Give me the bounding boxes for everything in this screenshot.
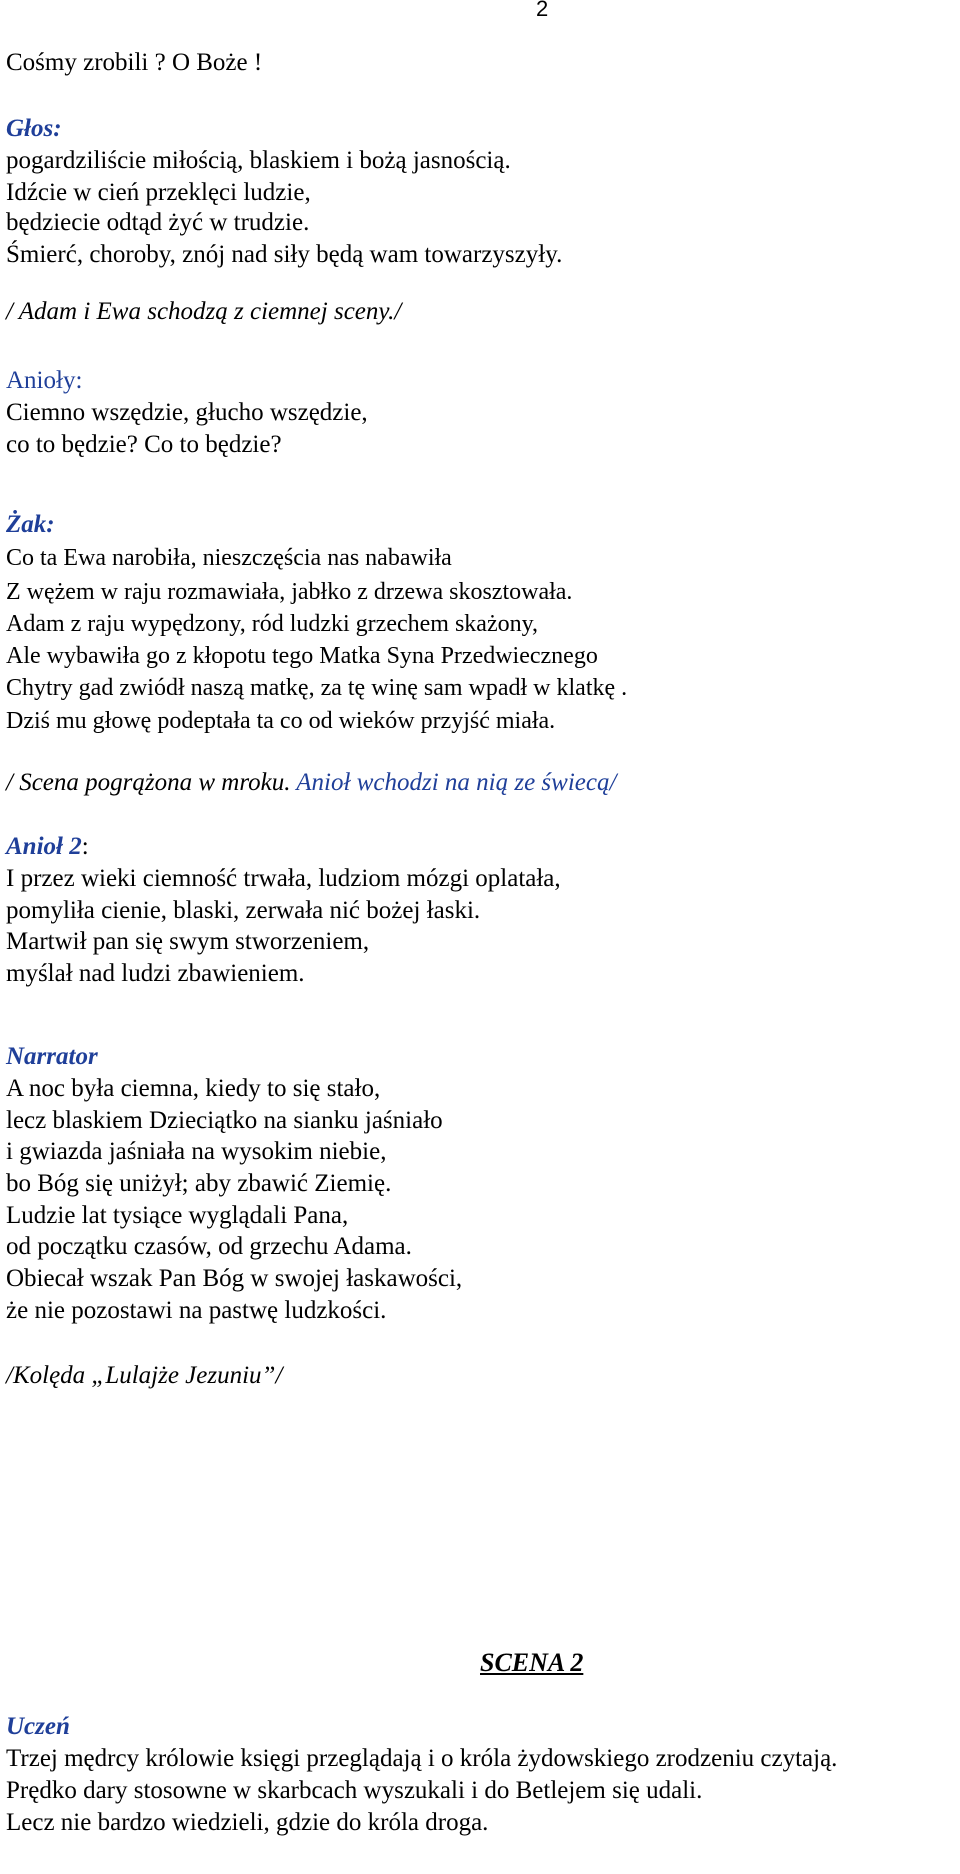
text-line: Chytry gad zwiódł naszą matkę, za tę winę sam wpadł w klatkę . (6, 675, 628, 701)
text-line: i gwiazda jaśniała na wysokim niebie, (6, 1138, 387, 1165)
text-line: pogardziliście miłością, blaskiem i bożą jasnością. (6, 147, 511, 174)
speaker-glos: Głos: (6, 115, 62, 142)
text-line: myślał nad ludzi zbawieniem. (6, 960, 305, 987)
text-line: Ciemno wszędzie, głucho wszędzie, (6, 399, 368, 426)
text-line: Cośmy zrobili ? O Boże ! (6, 49, 263, 76)
text-line: lecz blaskiem Dzieciątko na sianku jaśniało (6, 1107, 443, 1134)
text-line: Śmierć, choroby, znój nad siły będą wam towarzyszyły. (6, 241, 563, 268)
stage-direction-part: / Scena pogrążona w mroku. (6, 769, 297, 796)
text-line: I przez wieki ciemność trwała, ludziom mózgi oplatała, (6, 865, 561, 892)
text-line: pomyliła cienie, blaski, zerwała nić bożej łaski. (6, 897, 481, 924)
text-line: A noc była ciemna, kiedy to się stało, (6, 1075, 381, 1102)
text-line: Z wężem w raju rozmawiała, jabłko z drzewa skosztowała. (6, 579, 573, 605)
text-line: bo Bóg się uniżył; aby zbawić Ziemię. (6, 1170, 392, 1197)
text-line: od początku czasów, od grzechu Adama. (6, 1233, 412, 1260)
speaker-name: Anioł 2 (6, 833, 82, 860)
stage-direction: / Adam i Ewa schodzą z ciemnej sceny./ (6, 298, 402, 325)
speaker-zak: Żak: (6, 511, 55, 538)
stage-direction (6, 768, 616, 798)
text-line: będziecie odtąd żyć w trudzie. (6, 209, 310, 236)
text-line: Co ta Ewa narobiła, nieszczęścia nas nabawiła (6, 545, 452, 571)
text-line: Lecz nie bardzo wiedzieli, gdzie do króla droga. (6, 1809, 489, 1836)
text-line: że nie pozostawi na pastwę ludzkości. (6, 1297, 387, 1324)
speaker-colon: : (81, 833, 89, 860)
text-line: Obiecał wszak Pan Bóg w swojej łaskawości, (6, 1265, 463, 1292)
stage-direction-carol: /Kolęda „Lulajże Jezuniu”/ (6, 1362, 283, 1389)
scene-heading: SCENA 2 (480, 1648, 584, 1677)
stage-direction-part: Anioł wchodzi na nią ze świecą/ (296, 769, 617, 796)
text-line: Martwił pan się swym stworzeniem, (6, 928, 370, 955)
text-line: Prędko dary stosowne w skarbcach wyszukali i do Betlejem się udali. (6, 1777, 703, 1804)
text-line: co to będzie? Co to będzie? (6, 431, 282, 458)
text-line: Adam z raju wypędzony, ród ludzki grzechem skażony, (6, 611, 539, 637)
text-line: Idźcie w cień przeklęci ludzie, (6, 179, 311, 206)
text-line: Ludzie lat tysiące wyglądali Pana, (6, 1202, 349, 1229)
speaker-aniol-2 (6, 832, 89, 862)
text-line: Ale wybawiła go z kłopotu tego Matka Syna Przedwiecznego (6, 643, 598, 669)
text-line: Dziś mu głowę podeptała ta co od wieków przyjść miała. (6, 708, 556, 734)
speaker-uczen: Uczeń (6, 1713, 70, 1740)
page-number: 2 (536, 0, 549, 21)
text-line: Trzej mędrcy królowie księgi przeglądają i o króla żydowskiego zrodzeniu czytają. (6, 1745, 838, 1772)
speaker-narrator: Narrator (6, 1043, 98, 1070)
speaker-anioly: Anioły: (6, 367, 83, 394)
